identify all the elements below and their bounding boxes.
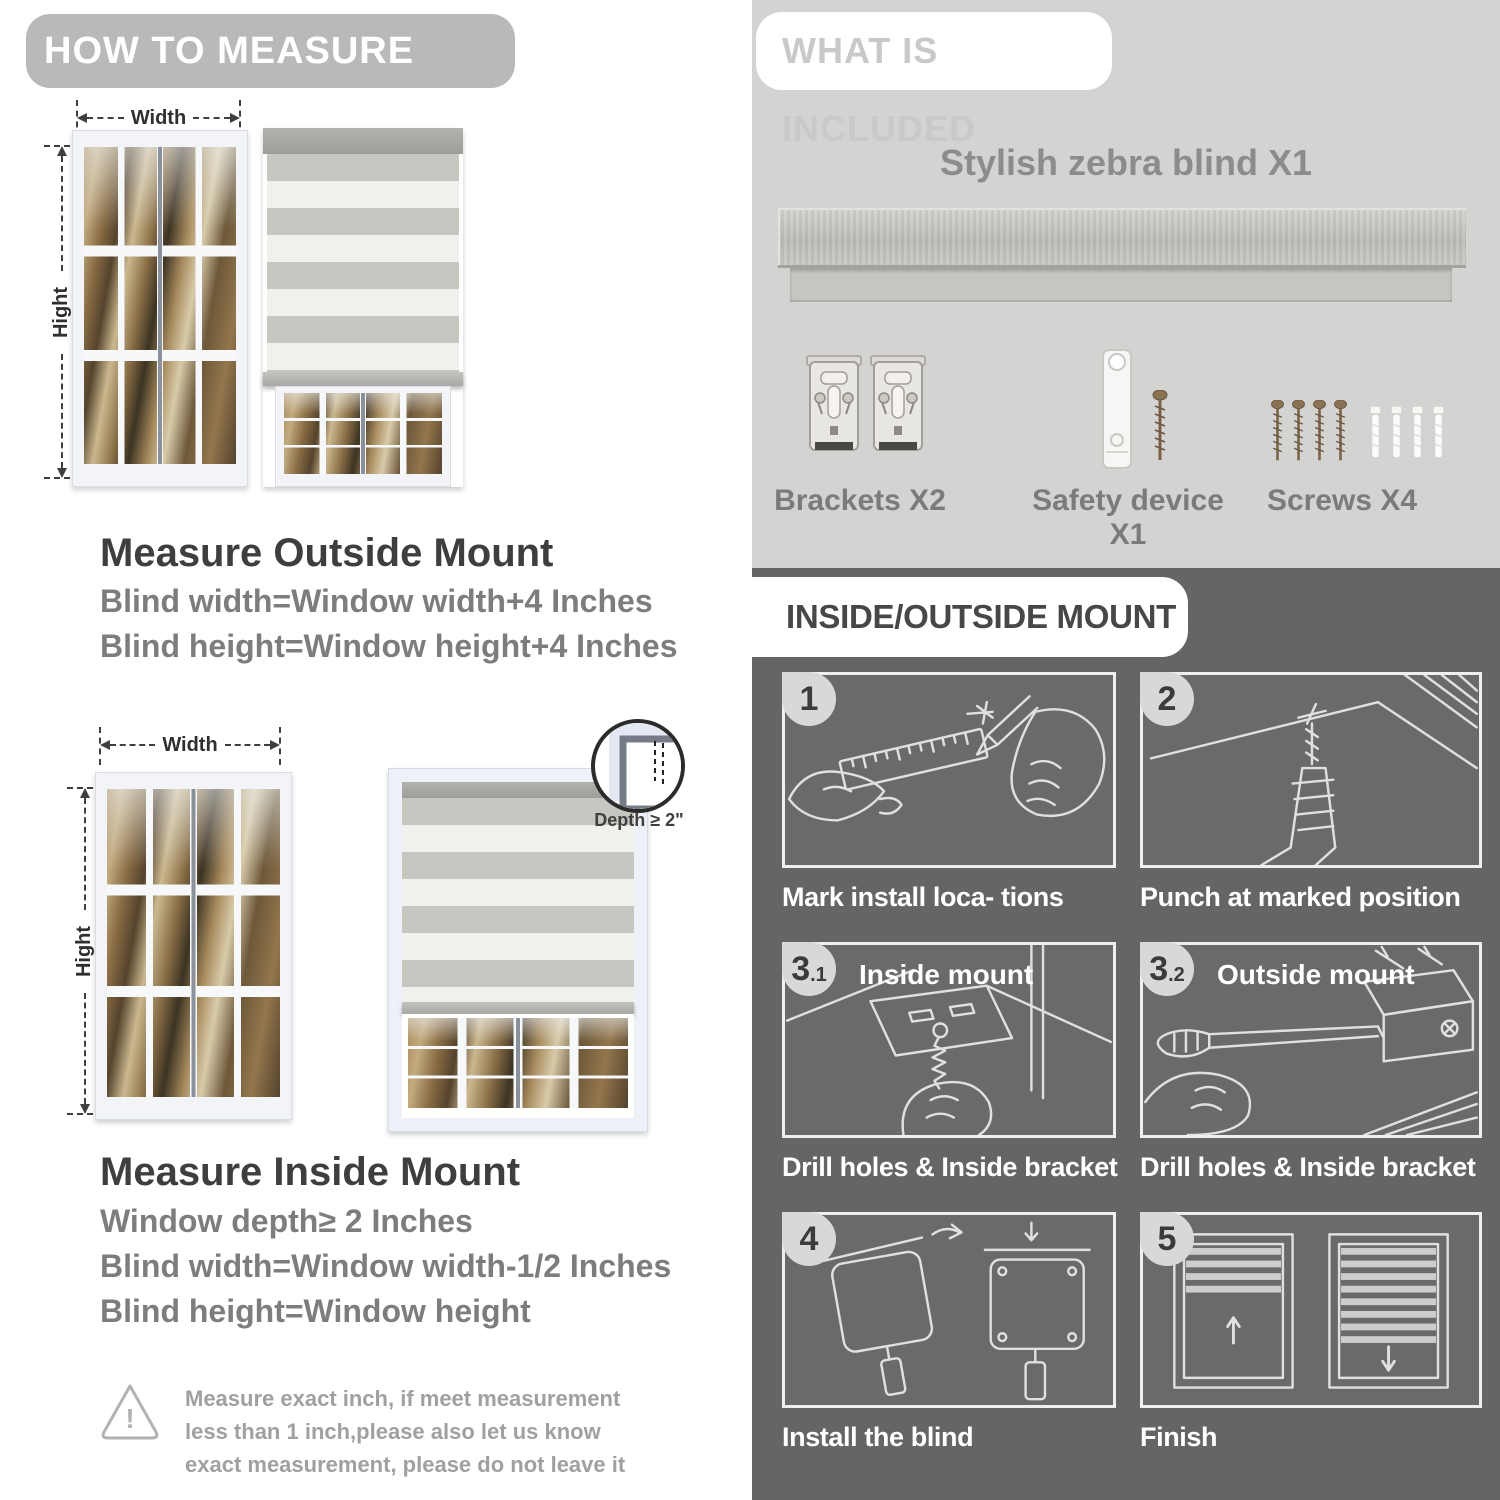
arrow-left-icon [100,740,110,750]
step-number-badge: 3 .2 [1140,942,1194,996]
window-panes [84,147,236,464]
blind-bottom-rail [263,372,463,386]
bracket-icon [870,352,926,458]
step-3-2 [1140,942,1482,1183]
extension-line [99,727,101,765]
step-1-caption: Mark install loca- tions [782,882,1064,912]
step-4-caption: Install the blind [782,1422,974,1452]
step-3-2-title: Outside mount [1217,959,1415,990]
wall-anchor-icon [1389,406,1404,460]
step-3-1-caption: Drill holes & Inside bracket [782,1152,1118,1182]
step-2-illustration [1140,672,1482,868]
step-2 [1140,672,1482,913]
depth-magnifier-circle [591,719,685,813]
arrow-left-icon [77,113,87,123]
width-dimension-arrow-inside [100,733,280,756]
svg-text:!: ! [125,1403,135,1434]
outside-mount-title: Measure Outside Mount [100,531,554,575]
measure-warning-text: Measure exact inch, if meet measurement less than 1 inch,please also let us know exact measurement, please do not leave it [185,1386,626,1477]
inside-formula-depth: Window depth≥ 2 Inches [100,1203,473,1239]
step-5-caption: Finish [1140,1422,1218,1452]
step-number-badge: 2 [1140,672,1194,726]
step-5 [1140,1212,1482,1453]
height-dimension-arrow-outside [50,146,73,478]
height-label: Hight [50,286,73,338]
step-4-illustration [782,1212,1116,1408]
inside-outside-mount-header: INSIDE/OUTSIDE MOUNT [752,577,1188,657]
inside-mount-title: Measure Inside Mount [100,1150,521,1194]
safety-device-label: Safety device X1 [1032,484,1224,551]
step-3-1 [782,942,1116,1183]
wall-anchor-icon [1410,406,1425,460]
window-below-blind [402,1014,634,1118]
blind-bottom-rail [402,1002,634,1014]
how-to-measure-header: HOW TO MEASURE [26,14,515,88]
safety-device-icon [1100,348,1134,470]
step-number-badge: 1 [782,672,836,726]
step-3-1-illustration [782,942,1116,1138]
depth-label: Depth ≥ 2" [594,810,684,830]
screw-icon [1152,390,1168,462]
wall-anchor-icon [1368,406,1383,460]
step-1 [782,672,1116,913]
step-1-illustration [782,672,1116,868]
outside-formula-width: Blind width=Window width+4 Inches [100,583,653,619]
screw-icon [1312,400,1327,462]
brackets-image [806,352,926,458]
inside-formula-height: Blind height=Window height [100,1293,531,1329]
warning-triangle-icon [98,1380,162,1442]
window-corner-detail [595,723,681,809]
step-4 [782,1212,1116,1453]
window-below-blind [275,386,451,487]
width-dimension-arrow-outside [77,106,240,129]
zebra-blind-headrail-valance [790,268,1452,302]
step-number-badge: 5 [1140,1212,1194,1266]
outside-formula-height: Blind height=Window height+4 Inches [100,628,678,664]
step-3-2-illustration [1140,942,1482,1138]
step-2-caption: Punch at marked position [1140,882,1461,912]
arrow-up-icon [57,146,67,156]
screw-icon [1333,400,1348,462]
step-5-illustration [1140,1212,1482,1408]
window-panes [107,789,280,1097]
step-number-badge: 4 [782,1212,836,1266]
extension-line [279,727,281,765]
width-label: Width [162,733,218,756]
safety-device-image [1100,348,1168,470]
window-photo-outside [72,130,248,487]
step-number-badge: 3 .1 [782,942,836,996]
zebra-blind-headrail [778,208,1466,268]
window-photo-inside [95,772,292,1120]
screw-icon [1291,400,1306,462]
step-3-2-caption: Drill holes & Inside bracket [1140,1152,1476,1182]
step-3-1-title: Inside mount [859,959,1034,990]
blind-cassette [263,128,463,154]
width-label: Width [130,106,187,129]
height-label: Hight [73,925,96,977]
zebra-blind-outside-mount [263,128,463,487]
screws-label: Screws X4 [1266,484,1418,517]
screw-icon [1270,400,1285,462]
height-dimension-arrow-inside [73,788,96,1114]
zebra-blind-product-label: Stylish zebra blind X1 [939,142,1313,183]
blind-stripes [267,154,459,372]
what-is-included-header: WHAT IS INCLUDED [756,12,1112,90]
wall-anchor-icon [1431,406,1446,460]
brackets-label: Brackets X2 [774,484,946,517]
screws-image [1270,400,1446,462]
inside-formula-width: Blind width=Window width-1/2 Inches [100,1248,672,1284]
bracket-icon [806,352,862,458]
arrow-up-icon [80,788,90,798]
